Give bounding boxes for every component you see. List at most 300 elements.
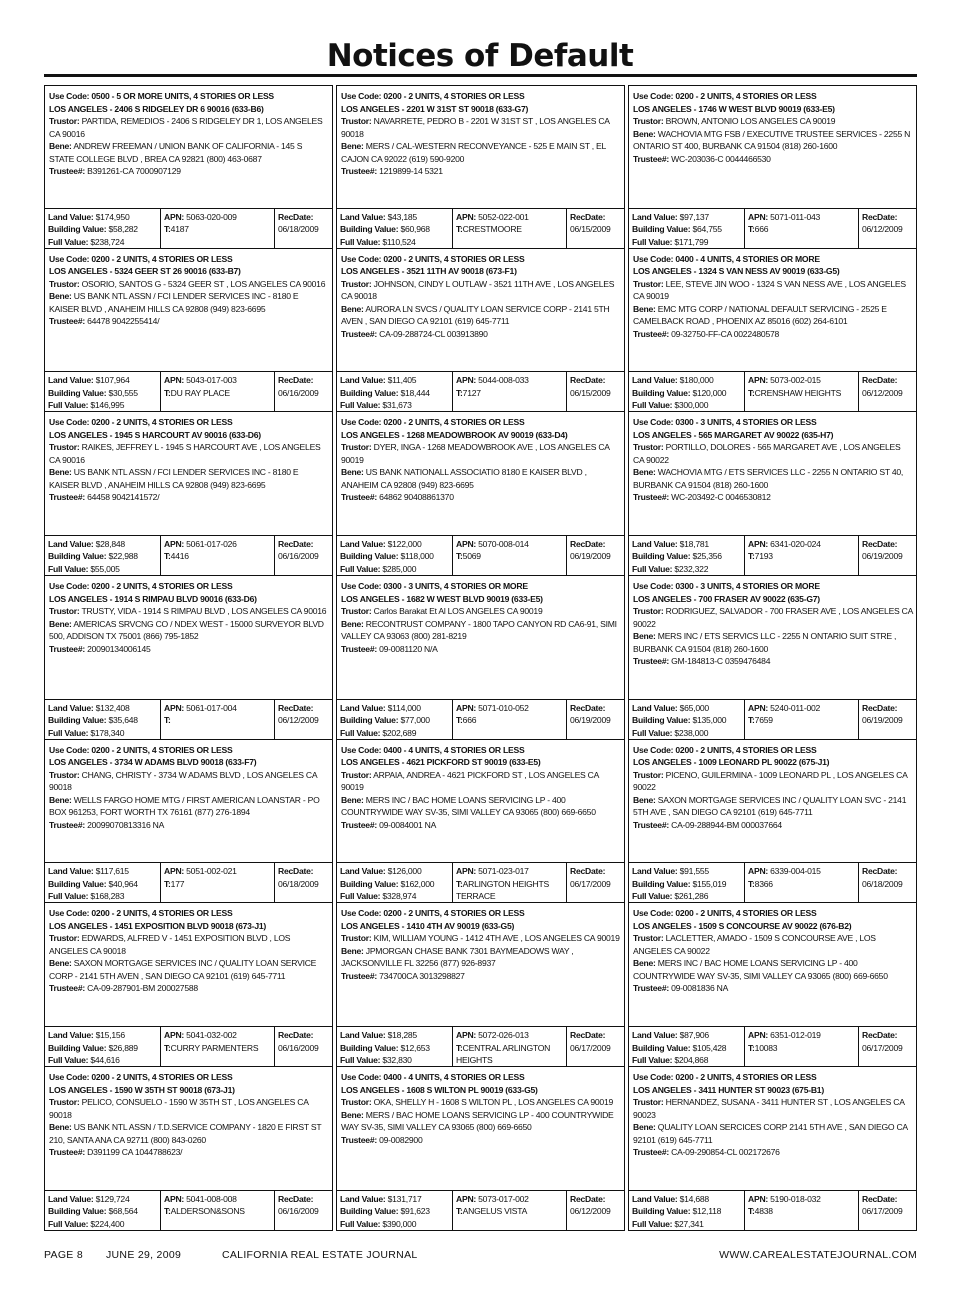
full-value-value: $238,724 bbox=[90, 236, 125, 247]
apn-cell bbox=[452, 1191, 566, 1230]
beneficiary-line bbox=[49, 140, 329, 165]
trustor-line bbox=[633, 605, 913, 630]
values-row bbox=[337, 371, 624, 411]
apn-line bbox=[748, 211, 855, 223]
use-code: Use Code: 0200 - 2 UNITS, 4 STORIES OR LESS bbox=[633, 908, 817, 919]
tract-value: 8366 bbox=[754, 878, 773, 889]
beneficiary-label: Bene: bbox=[341, 467, 364, 478]
trustor-label: Trustor: bbox=[49, 116, 80, 126]
land-value-value: $28,848 bbox=[95, 539, 125, 550]
building-value-line bbox=[632, 878, 741, 890]
apn-label: APN: bbox=[456, 539, 477, 550]
beneficiary-line bbox=[49, 794, 329, 819]
full-value-label: Full Value: bbox=[340, 563, 381, 574]
building-value-value: $120,000 bbox=[692, 387, 727, 398]
tract-value: 10083 bbox=[754, 1042, 778, 1053]
building-value-label: Building Value: bbox=[48, 1042, 107, 1053]
trustee-number-line bbox=[49, 315, 329, 328]
apn-value: 5052-022-001 bbox=[478, 211, 529, 222]
values-cell bbox=[45, 209, 160, 248]
land-value-line bbox=[48, 702, 157, 714]
building-value-value: $162,000 bbox=[400, 878, 435, 889]
apn-value: 6339-004-015 bbox=[770, 866, 821, 877]
recdate-label: RecDate: bbox=[862, 1193, 898, 1204]
recdate-value: 06/15/2009 bbox=[570, 387, 611, 398]
notice-body bbox=[45, 576, 332, 699]
values-cell bbox=[629, 209, 744, 248]
trustee-number-label: Trustee#: bbox=[49, 983, 85, 994]
trustee-number-value: WC-203036-C 0044466530 bbox=[671, 153, 771, 164]
trustor-line bbox=[633, 1096, 913, 1121]
trustor-label: Trustor: bbox=[633, 1097, 664, 1108]
notice-record bbox=[336, 903, 625, 1067]
trustor-line bbox=[49, 769, 329, 794]
trustee-number-label: Trustee#: bbox=[341, 643, 377, 654]
recdate-cell bbox=[858, 1027, 916, 1066]
recdate-cell bbox=[274, 700, 332, 739]
trustee-number-label: Trustee#: bbox=[49, 1147, 85, 1158]
building-value-line bbox=[340, 878, 449, 890]
recdate-label: RecDate: bbox=[278, 539, 314, 550]
recdate-cell bbox=[274, 863, 332, 902]
beneficiary-value: US BANK NTL ASSN / FCI LENDER SERVICES INC - 8180 E KAISER BLVD , ANAHEIM HILLS CA 92808 (949) 823-6695 bbox=[49, 467, 299, 490]
full-value-value: $390,000 bbox=[382, 1218, 417, 1229]
apn-value: 5071-010-052 bbox=[478, 702, 529, 713]
trustee-number-line bbox=[633, 153, 913, 166]
use-code: Use Code: 0200 - 2 UNITS, 4 STORIES OR LESS bbox=[341, 417, 525, 428]
apn-line bbox=[456, 1193, 563, 1205]
beneficiary-value: AMERICAS SRVCNG CO / NDEX WEST - 15000 SURVEYOR BLVD 500, ADDISON TX 75001 (866) 795-1852 bbox=[49, 618, 324, 642]
beneficiary-value: EMC MTG CORP / NATIONAL DEFAULT SERVICING - 2525 E CAMELBACK ROAD , PHOENIX AZ 85016 (602) 264-6101 bbox=[633, 303, 887, 327]
footer-website: WWW.CAREALESTATEJOURNAL.COM bbox=[719, 1249, 917, 1261]
building-value-value: $64,755 bbox=[692, 224, 722, 235]
tract-label: T: bbox=[164, 387, 171, 398]
trustee-number-line bbox=[341, 328, 621, 341]
beneficiary-label: Bene: bbox=[49, 1122, 72, 1133]
notice-body bbox=[45, 249, 332, 372]
land-value-label: Land Value: bbox=[340, 1030, 386, 1041]
full-value-label: Full Value: bbox=[632, 400, 673, 411]
land-value-line bbox=[632, 1029, 741, 1041]
notice-record bbox=[44, 412, 333, 576]
values-cell bbox=[337, 536, 452, 575]
trustor-line bbox=[341, 1096, 621, 1109]
recdate-cell bbox=[566, 700, 624, 739]
property-address: LOS ANGELES - 1682 W WEST BLVD 90019 (633-E5) bbox=[341, 593, 543, 604]
trustee-number-line bbox=[49, 982, 329, 995]
trustor-label: Trustor: bbox=[633, 116, 664, 126]
beneficiary-value: MERS INC / ETS SERVICS LLC - 2255 N ONTARIO SUIT STRE , BURBANK CA 91504 (818) 260-1600 bbox=[633, 631, 897, 654]
recdate-cell bbox=[274, 1027, 332, 1066]
apn-cell bbox=[744, 863, 858, 902]
building-value-label: Building Value: bbox=[48, 715, 107, 726]
full-value-line bbox=[340, 236, 449, 248]
property-address: LOS ANGELES - 1410 4TH AV 90019 (633-G5) bbox=[341, 920, 515, 931]
trustor-line bbox=[49, 278, 329, 291]
building-value-label: Building Value: bbox=[632, 1206, 691, 1217]
building-value-label: Building Value: bbox=[632, 715, 691, 726]
building-value-label: Building Value: bbox=[632, 878, 691, 889]
tract-line bbox=[164, 1042, 271, 1054]
trustee-number-line bbox=[633, 328, 913, 341]
beneficiary-label: Bene: bbox=[633, 1122, 656, 1133]
trustor-label: Trustor: bbox=[633, 606, 664, 617]
notice-record bbox=[336, 249, 625, 413]
recdate-cell bbox=[566, 209, 624, 248]
building-value-label: Building Value: bbox=[632, 551, 691, 562]
building-value-label: Building Value: bbox=[340, 224, 399, 235]
apn-cell bbox=[452, 1027, 566, 1066]
use-code: Use Code: 0200 - 2 UNITS, 4 STORIES OR LESS bbox=[341, 908, 525, 919]
apn-value: 5240-011-002 bbox=[770, 702, 821, 713]
beneficiary-value: MERS INC / BAC HOME LOANS SERVICING LP - 400 COUNTRYWIDE WAY SV-35, SIMI VALLEY CA 93065 (800) 669-6650 bbox=[341, 794, 596, 818]
full-value-value: $204,868 bbox=[674, 1054, 709, 1065]
property-address: LOS ANGELES - 565 MARGARET AV 90022 (635-H7) bbox=[633, 429, 834, 440]
trustee-number-label: Trustee#: bbox=[341, 328, 377, 339]
values-cell bbox=[629, 1191, 744, 1230]
recdate-cell bbox=[566, 863, 624, 902]
trustee-number-line bbox=[341, 819, 621, 832]
apn-cell bbox=[160, 209, 274, 248]
recdate-label: RecDate: bbox=[862, 375, 898, 386]
beneficiary-label: Bene: bbox=[633, 958, 656, 969]
use-code: Use Code: 0400 - 4 UNITS, 4 STORIES OR LESS bbox=[341, 1072, 525, 1083]
apn-line bbox=[748, 865, 855, 877]
land-value-label: Land Value: bbox=[48, 1193, 94, 1204]
building-value-line bbox=[632, 223, 741, 235]
land-value-value: $132,408 bbox=[95, 702, 130, 713]
notice-column bbox=[336, 85, 625, 1231]
use-code: Use Code: 0300 - 3 UNITS, 4 STORIES OR MORE bbox=[341, 581, 528, 592]
full-value-line bbox=[340, 399, 449, 411]
tract-line bbox=[164, 878, 271, 890]
full-value-label: Full Value: bbox=[48, 891, 89, 902]
building-value-line bbox=[632, 1042, 741, 1054]
full-value-line bbox=[340, 727, 449, 739]
trustor-line bbox=[341, 932, 621, 945]
beneficiary-line bbox=[49, 1121, 329, 1146]
trustee-number-line bbox=[341, 491, 621, 504]
land-value-value: $131,717 bbox=[387, 1193, 422, 1204]
land-value-line bbox=[632, 702, 741, 714]
recdate-cell bbox=[274, 1191, 332, 1230]
beneficiary-label: Bene: bbox=[341, 945, 364, 956]
recdate-label: RecDate: bbox=[278, 211, 314, 222]
trustee-number-label: Trustee#: bbox=[341, 819, 377, 830]
full-value-value: $44,616 bbox=[90, 1054, 120, 1065]
apn-cell bbox=[744, 209, 858, 248]
recdate-value: 06/19/2009 bbox=[570, 715, 611, 726]
building-value-line bbox=[48, 223, 157, 235]
apn-label: APN: bbox=[456, 866, 477, 877]
building-value-label: Building Value: bbox=[48, 551, 107, 562]
recdate-label: RecDate: bbox=[570, 1030, 606, 1041]
apn-label: APN: bbox=[748, 539, 769, 550]
trustee-number-label: Trustee#: bbox=[633, 983, 669, 994]
footer-publication: CALIFORNIA REAL ESTATE JOURNAL bbox=[222, 1249, 418, 1261]
trustee-number-label: Trustee#: bbox=[49, 492, 85, 503]
building-value-label: Building Value: bbox=[340, 1206, 399, 1217]
full-value-value: $55,005 bbox=[90, 563, 120, 574]
property-address: LOS ANGELES - 1268 MEADOWBROOK AV 90019 (633-D4) bbox=[341, 429, 568, 440]
trustor-label: Trustor: bbox=[341, 442, 372, 453]
trustor-value: CHANG, CHRISTY - 3734 W ADAMS BLVD , LOS ANGELES CA 90018 bbox=[49, 769, 317, 793]
trustor-value: KIM, WILLIAM YOUNG - 1412 4TH AVE , LOS ANGELES CA 90019 bbox=[373, 933, 620, 944]
apn-cell bbox=[452, 372, 566, 411]
notice-record bbox=[628, 85, 917, 249]
notice-record bbox=[336, 85, 625, 249]
notice-body bbox=[629, 249, 916, 372]
building-value-label: Building Value: bbox=[340, 551, 399, 562]
trustor-line bbox=[341, 115, 621, 140]
trustee-number-value: 09-0082900 bbox=[379, 1134, 423, 1145]
use-code: Use Code: 0200 - 2 UNITS, 4 STORIES OR LESS bbox=[633, 1072, 817, 1083]
use-code: Use Code: 0200 - 2 UNITS, 4 STORIES OR LESS bbox=[341, 253, 525, 264]
beneficiary-line bbox=[633, 957, 913, 982]
apn-value: 5041-008-008 bbox=[186, 1193, 237, 1204]
apn-value: 5070-008-014 bbox=[478, 539, 529, 550]
land-value-label: Land Value: bbox=[632, 211, 678, 222]
trustor-label: Trustor: bbox=[49, 1097, 80, 1108]
full-value-label: Full Value: bbox=[48, 1218, 89, 1229]
apn-value: 5190-018-032 bbox=[770, 1193, 821, 1204]
full-value-label: Full Value: bbox=[48, 236, 89, 247]
tract-label: T: bbox=[456, 715, 463, 726]
land-value-line bbox=[632, 538, 741, 550]
building-value-value: $40,964 bbox=[108, 878, 138, 889]
values-row bbox=[45, 1026, 332, 1066]
full-value-label: Full Value: bbox=[632, 236, 673, 247]
beneficiary-value: SAXON MORTGAGE SERVICES INC / QUALITY LOAN SERVICE CORP - 2141 5TH AVEN , SAN DIEGO CA 92101 (619) 645-7711 bbox=[49, 958, 317, 981]
trustee-number-label: Trustee#: bbox=[49, 643, 85, 654]
trustee-number-value: CA-09-288944-BM 000037664 bbox=[671, 819, 782, 830]
apn-line bbox=[164, 374, 271, 386]
land-value-line bbox=[340, 1029, 449, 1041]
building-value-line bbox=[340, 714, 449, 726]
building-value-value: $26,889 bbox=[108, 1042, 138, 1053]
tract-line bbox=[456, 714, 563, 726]
values-row bbox=[45, 371, 332, 411]
recdate-label: RecDate: bbox=[278, 866, 314, 877]
building-value-line bbox=[48, 387, 157, 399]
land-value-value: $91,555 bbox=[679, 866, 709, 877]
trustee-number-line bbox=[341, 1134, 621, 1147]
tract-line bbox=[748, 714, 855, 726]
notice-body bbox=[337, 1067, 624, 1190]
apn-label: APN: bbox=[164, 1193, 185, 1204]
building-value-label: Building Value: bbox=[340, 715, 399, 726]
apn-line bbox=[164, 211, 271, 223]
use-code: Use Code: 0200 - 2 UNITS, 4 STORIES OR LESS bbox=[49, 581, 233, 592]
land-value-label: Land Value: bbox=[340, 702, 386, 713]
beneficiary-value: WACHOVIA MTG FSB / EXECUTIVE TRUSTEE SERVICES - 2255 N ONTARIO ST 400, BURBANK CA 91504 (818) 260-1600 bbox=[633, 128, 911, 151]
values-row bbox=[337, 1026, 624, 1066]
building-value-label: Building Value: bbox=[632, 1042, 691, 1053]
trustee-number-label: Trustee#: bbox=[49, 166, 85, 176]
tract-label: T: bbox=[456, 224, 463, 235]
building-value-value: $60,968 bbox=[400, 224, 430, 235]
building-value-value: $105,428 bbox=[692, 1042, 727, 1053]
apn-label: APN: bbox=[748, 1030, 769, 1041]
tract-value: 666 bbox=[462, 715, 477, 726]
beneficiary-line bbox=[49, 290, 329, 315]
apn-cell bbox=[744, 700, 858, 739]
notice-record bbox=[628, 740, 917, 904]
apn-value: 5071-023-017 bbox=[478, 866, 529, 877]
beneficiary-value: US BANK NTL ASSN / FCI LENDER SERVICES INC - 8180 E KAISER BLVD , ANAHEIM HILLS CA 92808 (949) 823-6695 bbox=[49, 291, 299, 314]
land-value-label: Land Value: bbox=[48, 1030, 94, 1041]
recdate-label: RecDate: bbox=[570, 1193, 606, 1204]
trustor-line bbox=[341, 441, 621, 466]
beneficiary-line bbox=[633, 303, 913, 328]
full-value-value: $224,400 bbox=[90, 1218, 125, 1229]
tract-label: T: bbox=[748, 224, 755, 235]
apn-cell bbox=[744, 1027, 858, 1066]
tract-line bbox=[456, 1205, 563, 1217]
notice-body bbox=[45, 86, 332, 208]
beneficiary-value: MERS / BAC HOME LOANS SERVICING LP - 400 COUNTRYWIDE WAY SV-35, SIMI VALLEY CA 93065 (800) 669-6650 bbox=[341, 1109, 614, 1133]
beneficiary-line bbox=[49, 957, 329, 982]
building-value-value: $22,988 bbox=[108, 551, 138, 562]
trustee-number-value: 64862 90408861370 bbox=[379, 492, 454, 503]
full-value-value: $202,689 bbox=[382, 727, 417, 738]
apn-label: APN: bbox=[748, 1193, 769, 1204]
property-address: LOS ANGELES - 700 FRASER AV 90022 (635-G7) bbox=[633, 593, 820, 604]
beneficiary-label: Bene: bbox=[49, 794, 72, 805]
notice-record bbox=[336, 740, 625, 904]
notice-column bbox=[628, 85, 917, 1231]
notice-body bbox=[45, 412, 332, 535]
notice-body bbox=[629, 1067, 916, 1190]
full-value-line bbox=[632, 399, 741, 411]
apn-label: APN: bbox=[164, 539, 185, 550]
trustee-number-value: CA-09-290854-CL 002172676 bbox=[671, 1147, 780, 1158]
land-value-value: $14,688 bbox=[679, 1193, 709, 1204]
building-value-label: Building Value: bbox=[48, 1206, 107, 1217]
values-row bbox=[45, 208, 332, 248]
tract-label: T: bbox=[456, 1042, 463, 1053]
use-code: Use Code: 0200 - 2 UNITS, 4 STORIES OR LESS bbox=[49, 744, 233, 755]
apn-value: 5073-017-002 bbox=[478, 1193, 529, 1204]
values-cell bbox=[337, 700, 452, 739]
full-value-label: Full Value: bbox=[632, 1054, 673, 1065]
tract-label: T: bbox=[456, 551, 463, 562]
full-value-label: Full Value: bbox=[340, 891, 381, 902]
land-value-label: Land Value: bbox=[340, 211, 386, 222]
building-value-value: $30,555 bbox=[108, 387, 138, 398]
recdate-value: 06/18/2009 bbox=[862, 878, 903, 889]
trustee-number-value: 20099070813316 NA bbox=[87, 819, 165, 830]
tract-line bbox=[748, 878, 855, 890]
notice-record bbox=[44, 740, 333, 904]
beneficiary-value: QUALITY LOAN SERCICES CORP 2141 5TH AVE , SAN DIEGO CA 92101 (619) 645-7711 bbox=[633, 1122, 908, 1145]
apn-cell bbox=[160, 1027, 274, 1066]
full-value-label: Full Value: bbox=[632, 1218, 673, 1229]
trustee-number-label: Trustee#: bbox=[341, 166, 377, 176]
trustee-number-label: Trustee#: bbox=[341, 970, 377, 981]
full-value-value: $232,322 bbox=[674, 563, 709, 574]
trustee-number-label: Trustee#: bbox=[49, 316, 85, 327]
trustor-value: Carlos Barakat Et Al LOS ANGELES CA 90019 bbox=[373, 606, 543, 617]
building-value-line bbox=[632, 1205, 741, 1217]
land-value-label: Land Value: bbox=[632, 1030, 678, 1041]
recdate-value: 06/12/2009 bbox=[862, 224, 903, 235]
property-address: LOS ANGELES - 1324 S VAN NESS AV 90019 (633-G5) bbox=[633, 266, 840, 277]
full-value-line bbox=[340, 563, 449, 575]
use-code: Use Code: 0300 - 3 UNITS, 4 STORIES OR MORE bbox=[633, 581, 820, 592]
recdate-label: RecDate: bbox=[570, 702, 606, 713]
recdate-cell bbox=[858, 700, 916, 739]
trustor-value: OKA, SHELLY H - 1608 S WILTON PL , LOS ANGELES CA 90019 bbox=[373, 1097, 614, 1108]
recdate-label: RecDate: bbox=[278, 702, 314, 713]
property-address: LOS ANGELES - 5324 GEER ST 26 90016 (633-B7) bbox=[49, 266, 241, 277]
tract-value: 4187 bbox=[170, 224, 189, 235]
land-value-label: Land Value: bbox=[48, 539, 94, 550]
values-cell bbox=[337, 1027, 452, 1066]
land-value-label: Land Value: bbox=[632, 1193, 678, 1204]
trustor-label: Trustor: bbox=[49, 278, 80, 289]
use-code: Use Code: 0400 - 4 UNITS, 4 STORIES OR MORE bbox=[633, 253, 820, 264]
beneficiary-value: US BANK NTL ASSN / T.D.SERVICE COMPANY - 1820 E FIRST ST 210, SANTA ANA CA 92711 (800) 843-0260 bbox=[49, 1122, 322, 1145]
apn-value: 5072-026-013 bbox=[478, 1030, 529, 1041]
full-value-label: Full Value: bbox=[340, 236, 381, 247]
full-value-line bbox=[48, 1218, 157, 1230]
recdate-value: 06/16/2009 bbox=[278, 551, 319, 562]
trustor-value: RAIKES, JEFFREY L - 1945 S HARCOURT AVE , LOS ANGELES CA 90016 bbox=[49, 442, 321, 465]
notice-body bbox=[629, 740, 916, 863]
beneficiary-value: MERS / CAL-WESTERN RECONVEYANCE - 525 E MAIN ST , EL CAJON CA 92022 (619) 590-9200 bbox=[341, 141, 606, 164]
recdate-label: RecDate: bbox=[862, 1030, 898, 1041]
use-code: Use Code: 0200 - 2 UNITS, 4 STORIES OR LESS bbox=[341, 91, 525, 101]
values-row bbox=[337, 535, 624, 575]
beneficiary-value: SAXON MORTGAGE SERVICES INC / QUALITY LOAN SVC - 2141 5TH AVE , SAN DIEGO CA 92101 (619) 645-7711 bbox=[633, 794, 907, 818]
notice-record bbox=[628, 576, 917, 740]
property-address: LOS ANGELES - 1746 W WEST BLVD 90019 (633-E5) bbox=[633, 103, 835, 114]
recdate-value: 06/17/2009 bbox=[570, 878, 611, 889]
apn-label: APN: bbox=[748, 702, 769, 713]
trustee-number-value: CA-09-287901-BM 200027588 bbox=[87, 983, 198, 994]
tract-value: DU RAY PLACE bbox=[170, 387, 230, 398]
recdate-label: RecDate: bbox=[862, 866, 898, 877]
property-address: LOS ANGELES - 2406 S RIDGELEY DR 6 90016 (633-B6) bbox=[49, 103, 264, 114]
trustee-number-label: Trustee#: bbox=[49, 819, 85, 830]
notice-record bbox=[336, 1067, 625, 1231]
full-value-value: $32,830 bbox=[382, 1054, 412, 1065]
tract-label: T: bbox=[164, 1206, 171, 1217]
apn-value: 5061-017-026 bbox=[186, 539, 237, 550]
tract-value: 177 bbox=[170, 878, 185, 889]
beneficiary-value: RECONTRUST COMPANY - 1800 TAPO CANYON RD CA6-91, SIMI VALLEY CA 93063 (800) 281-8219 bbox=[341, 618, 617, 642]
tract-value: ANGELUS VISTA bbox=[462, 1206, 528, 1217]
trustee-number-line bbox=[49, 1146, 329, 1159]
notice-body bbox=[337, 412, 624, 535]
notice-record bbox=[44, 1067, 333, 1231]
apn-line bbox=[456, 1029, 563, 1041]
trustor-value: NAVARRETE, PEDRO B - 2201 W 31ST ST , LOS ANGELES CA 90018 bbox=[341, 116, 610, 139]
apn-cell bbox=[160, 863, 274, 902]
apn-label: APN: bbox=[164, 866, 185, 877]
building-value-label: Building Value: bbox=[48, 878, 107, 889]
trustee-number-value: GM-184813-C 0359476484 bbox=[671, 656, 771, 667]
full-value-value: $27,341 bbox=[674, 1218, 704, 1229]
values-row bbox=[337, 1190, 624, 1230]
recdate-cell bbox=[858, 1191, 916, 1230]
building-value-label: Building Value: bbox=[632, 387, 691, 398]
tract-line bbox=[164, 714, 271, 726]
use-code: Use Code: 0200 - 2 UNITS, 4 STORIES OR LESS bbox=[49, 253, 233, 264]
recdate-value: 06/19/2009 bbox=[570, 551, 611, 562]
trustee-number-value: WC-203492-C 0046530812 bbox=[671, 492, 771, 503]
